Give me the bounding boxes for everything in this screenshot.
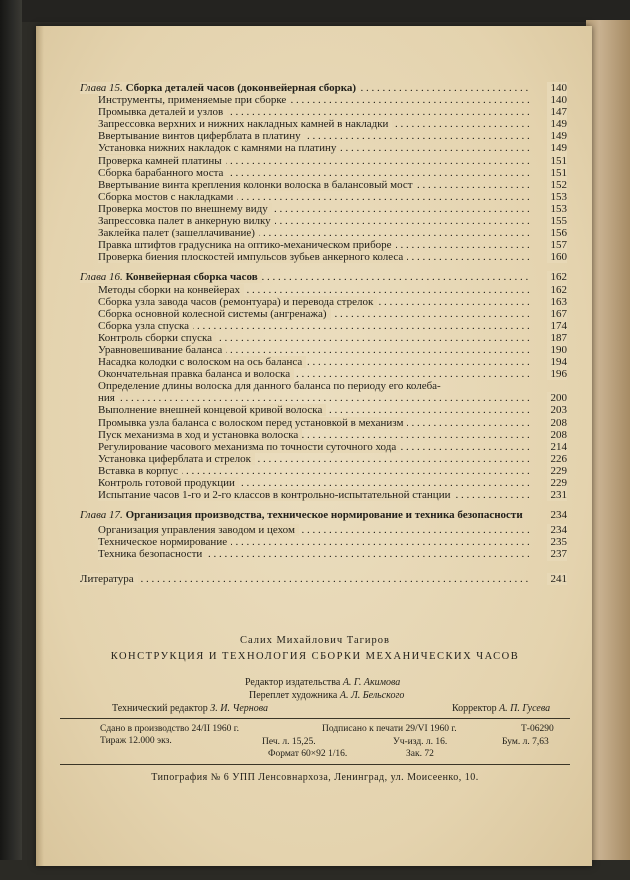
entry-text: Промывка узла баланса с волоском перед установкой в механизм [98,417,407,429]
toc-entry [80,284,567,296]
page-number: 208 [547,417,568,429]
entry-text: Пуск механизма в ход и установка волоска [98,429,302,441]
table-of-contents [80,80,567,585]
chapter-title: Организация производства, техническое нормирование и техника безопасности [125,509,523,522]
corrector-credit: Корректор А. П. Гусева [452,703,551,714]
page-number: 160 [547,251,568,263]
toc-entry [80,417,567,429]
page-number: 149 [547,130,568,142]
toc-entry [80,453,567,465]
toc-entry [80,239,567,251]
entry-text: Контроль готовой продукции [98,477,239,489]
toc-entry-multiline [80,380,567,404]
toc-entry [80,94,567,106]
entry-text: Ввертывание винта крепления колонки волоска в балансовый мост [98,179,417,191]
chapter-label: Глава 16. [80,271,123,284]
toc-entry [80,344,567,356]
page-number: 162 [547,284,568,296]
toc-entry [80,215,567,227]
page-number: 140 [547,94,568,106]
page-number: 203 [547,404,568,416]
toc-entry [80,227,567,239]
page-number: 214 [547,441,568,453]
toc-entry [80,465,567,477]
entry-line-1: Определение длины волоска для данного баланса по периоду его колеба- [98,380,441,393]
page-number: 234 [547,524,568,536]
book-binding-left [0,0,22,880]
entry-text: Техника безопасности [98,548,206,560]
entry-text: Проверка мостов по внешнему виду [98,203,272,215]
divider [60,718,570,719]
print-date: Подписано к печати 29/VI 1960 г. [322,724,457,734]
page-number: 147 [547,106,568,118]
page-number: 155 [547,215,568,227]
toc-entry [80,356,567,368]
entry-text: Промывка деталей и узлов [98,106,227,118]
toc-entry [80,441,567,453]
entry-text: Методы сборки на конвейерах [98,284,244,296]
page-number: 229 [547,465,568,477]
page-number: 140 [547,82,568,94]
page-number: 151 [547,167,568,179]
publisher-sheets: Уч-изд. л. 16. [393,737,448,747]
entry-text: Уравновешивание баланса [98,344,226,356]
page-number: 167 [547,308,568,320]
toc-entry [80,296,567,308]
toc-entry [80,536,567,548]
page-number: 156 [547,227,568,239]
toc-entry [80,106,567,118]
entry-text: Ввертывание винтов циферблата в платину [98,130,305,142]
production-date: Сдано в производство 24/II 1960 г. [100,724,239,734]
toc-entry [80,368,567,380]
entry-text: Установка циферблата и стрелок [98,453,255,465]
toc-entry-literature [80,573,567,585]
entry-line-2: ния [98,392,119,404]
chapter-label: Глава 17. [80,509,123,522]
entry-text: Проверка биения плоскостей импульсов зубьев анкерного колеса [98,251,407,263]
chapter-15-heading [80,82,567,94]
book-title: КОНСТРУКЦИЯ И ТЕХНОЛОГИЯ СБОРКИ МЕХАНИЧЕСКИХ ЧАСОВ [110,651,520,662]
entry-text: Сборка основной колесной системы (ангренажа) [98,308,331,320]
toc-entry [80,548,567,560]
chapter-label: Глава 15. [80,82,123,94]
page-number: 226 [547,453,568,465]
entry-text: Литература [80,573,138,585]
entry-text: Контроль сборки спуска [98,332,216,344]
chapter-16-heading [80,271,567,283]
toc-entry [80,251,567,263]
printed-sheets: Печ. л. 15,25. [262,737,316,747]
entry-text: Инструменты, применяемые при сборке [98,94,290,106]
entry-text: Правка штифтов градусника на оптико-механическом приборе [98,239,396,251]
chapter-17-heading [80,509,567,521]
page-number: 174 [547,320,568,332]
divider [60,764,570,765]
entry-text: Проверка камней платины [98,155,226,167]
page-number: 231 [547,489,568,501]
page-number: 187 [547,332,568,344]
entry-text: Сборка узла спуска [98,320,193,332]
page-number: 194 [547,356,568,368]
page-number: 200 [547,392,568,404]
entry-text: Заклейка палет (зашеллачивание) [98,227,259,239]
page-number: 152 [547,179,568,191]
book-binding-right [586,20,630,880]
toc-entry [80,524,567,536]
order-number: Зак. 72 [406,749,434,759]
chapter-title: Сборка деталей часов (доконвейерная сборка) [125,82,357,94]
entry-text: Сборка мостов с накладками [98,191,237,203]
publication-code: Т-06290 [521,724,554,734]
page-number: 149 [547,142,568,154]
page-number: 149 [547,118,568,130]
page-number: 235 [547,536,568,548]
page-number: 162 [547,271,568,283]
toc-entry [80,179,567,191]
entry-text: Окончательная правка баланса и волоска [98,368,294,380]
page-number: 153 [547,203,568,215]
toc-entry [80,155,567,167]
page-number: 153 [547,191,568,203]
toc-entry [80,332,567,344]
editor-credit: Редактор издательства А. Г. Акимова [245,677,401,688]
entry-text: Сборка узла завода часов (ремонтуара) и перевода стрелок [98,296,377,308]
entry-text: Техническое нормирование [98,536,231,548]
entry-text: Установка нижних накладок с камнями на платину [98,142,340,154]
colophon [60,635,570,783]
toc-entry [80,118,567,130]
toc-entry [80,130,567,142]
toc-entry [80,142,567,154]
page-number: 237 [547,548,568,560]
page-number: 196 [547,368,568,380]
toc-entry [80,167,567,179]
toc-entry [80,191,567,203]
toc-entry [80,477,567,489]
entry-text: Вставка в корпус [98,465,182,477]
entry-text: Сборка барабанного моста [98,167,227,179]
paper-sheets: Бум. л. 7,63 [502,737,549,747]
page-number: 208 [547,429,568,441]
toc-entry [80,489,567,501]
tech-editor-credit: Технический редактор З. И. Чернова [112,703,268,714]
toc-entry [80,203,567,215]
toc-entry [80,429,567,441]
page-number: 157 [547,239,568,251]
print-run: Тираж 12.000 экз. [100,736,172,746]
page-number: 234 [550,509,567,522]
page-number: 229 [547,477,568,489]
toc-entry [80,404,567,416]
entry-text: Регулирование часового механизма по точности суточного хода [98,441,400,453]
format: Формат 60×92 1/16. [268,749,348,759]
entry-text: Испытание часов 1-го и 2-го классов в контрольно-испытательной станции [98,489,454,501]
toc-entry [80,320,567,332]
author-name: Салих Михайлович Тагиров [239,635,390,646]
entry-text: Насадка колодки с волоском на ось баланса [98,356,306,368]
page-number: 163 [547,296,568,308]
binding-credit: Переплет художника А. Л. Бельского [249,690,405,701]
toc-entry [80,308,567,320]
entry-text: Запрессовка верхних и нижних накладных камней в накладки [98,118,392,130]
book-binding-top [0,0,630,22]
entry-text: Запрессовка палет в анкерную вилку [98,215,275,227]
page-number: 241 [547,573,568,585]
page-number: 190 [547,344,568,356]
page-number: 151 [547,155,568,167]
entry-text: Организация управления заводом и цехом [98,524,299,536]
entry-text: Выполнение внешней концевой кривой волоска [98,404,326,416]
chapter-title: Конвейерная сборка часов [125,271,258,284]
printer-info: Типография № 6 УПП Ленсовнархоза, Ленинград, ул. Моисеенко, 10. [151,772,479,783]
